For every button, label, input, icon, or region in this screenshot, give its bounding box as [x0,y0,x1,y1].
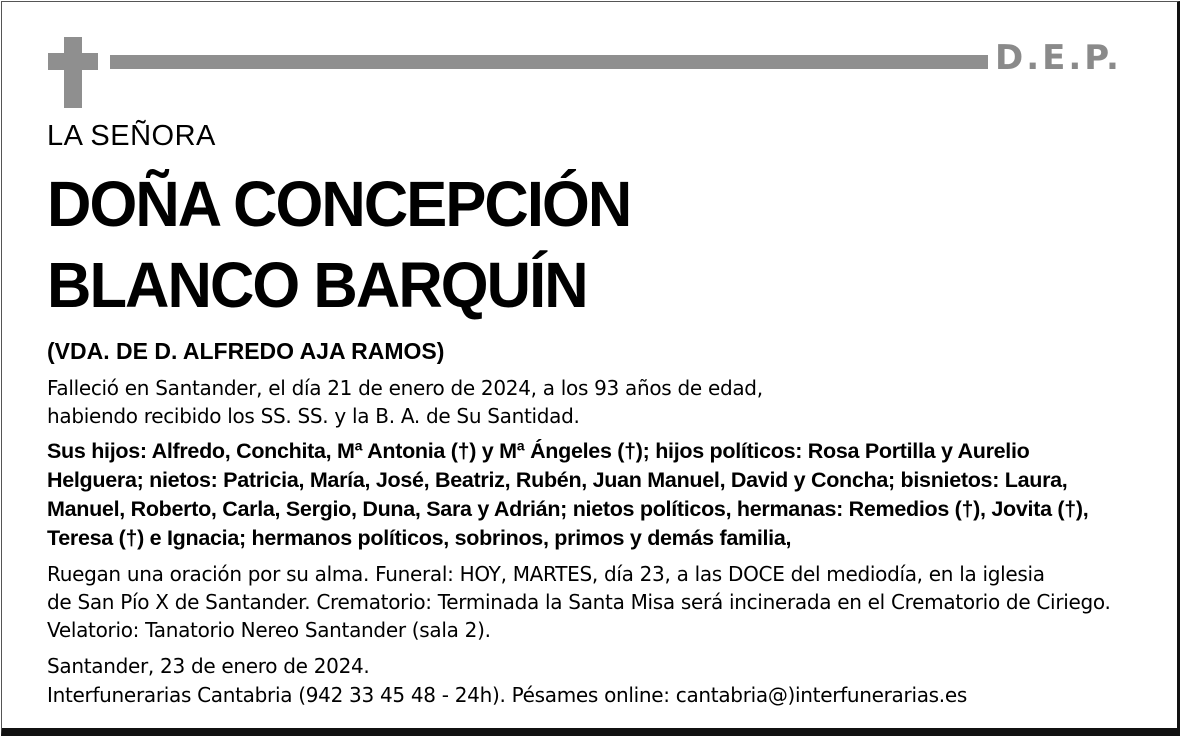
place-date: Santander, 23 de enero de 2024. [47,654,370,678]
honorific: LA SEÑORA [47,120,216,152]
deceased-name-line2: BLANCO BARQUÍN [47,249,587,321]
funeral-line: Ruegan una oración por su alma. Funeral: HOY, MARTES, día 23, a las DOCE del mediodía, en la iglesia [47,562,1045,586]
cross-icon [64,37,82,108]
family-line: Manuel, Roberto, Carla, Sergio, Duna, Sara y Adrián; nietos políticos, hermanas: Remedios (†), Jovita (†), [47,497,1089,521]
death-notice-line: habiendo recibido los SS. SS. y la B. A. de Su Santidad. [47,404,580,428]
funeral-line: de San Pío X de Santander. Crematorio: Terminada la Santa Misa será incinerada en el Crematorio de Ciriego. [47,590,1111,614]
widow-of: (VDA. DE D. ALFREDO AJA RAMOS) [47,338,445,364]
family-line: Sus hijos: Alfredo, Conchita, Mª Antonia (†) y Mª Ángeles (†); hijos políticos: Rosa Portilla y Aurelio [47,439,1030,463]
funeral-home-contact: Interfunerarias Cantabria (942 33 45 48 - 24h). Pésames online: cantabria@)interfunerarias.es [47,683,967,707]
family-line: Teresa (†) e Ignacia; hermanos políticos, sobrinos, primos y demás familia, [47,526,792,550]
header-rule [110,55,988,69]
cross-icon-bar [48,53,98,70]
family-line: Helguera; nietos: Patricia, María, José, Beatriz, Rubén, Juan Manuel, David y Concha; bisnietos: Laura, [47,468,1068,492]
deceased-name-line1: DOÑA CONCEPCIÓN [47,168,631,240]
death-notice-line: Falleció en Santander, el día 21 de enero de 2024, a los 93 años de edad, [47,376,763,400]
funeral-line: Velatorio: Tanatorio Nereo Santander (sala 2). [47,618,491,642]
dep-label: D.E.P. [995,38,1122,78]
